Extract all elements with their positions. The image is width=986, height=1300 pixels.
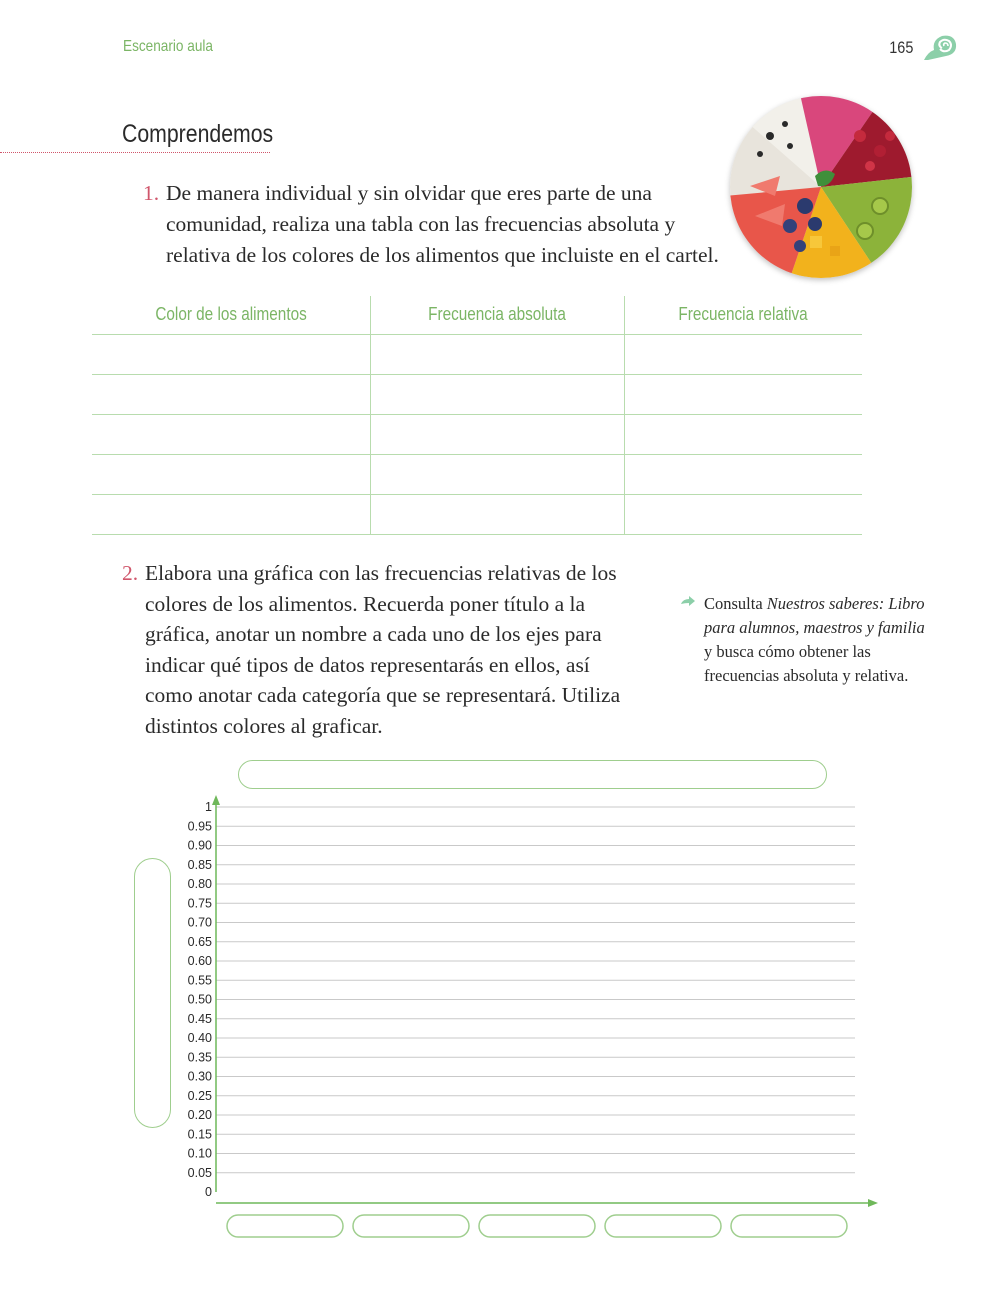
table-row bbox=[92, 414, 862, 454]
y-tick-label: 0.80 bbox=[187, 877, 212, 891]
y-tick-label: 0.10 bbox=[187, 1146, 212, 1161]
table-cell[interactable] bbox=[370, 414, 624, 454]
book-title: Nuestros saberes: Libro para alumnos, maestros y familia bbox=[704, 594, 925, 637]
table-cell[interactable] bbox=[92, 414, 370, 454]
table-cell[interactable] bbox=[370, 374, 624, 414]
table-cell[interactable] bbox=[92, 374, 370, 414]
question-1 bbox=[143, 178, 733, 271]
table-cell[interactable] bbox=[624, 334, 862, 374]
table-cell[interactable] bbox=[92, 494, 370, 534]
section-label: Escenario aula bbox=[123, 38, 213, 55]
category-label-box[interactable] bbox=[605, 1215, 721, 1237]
snail-icon bbox=[922, 32, 958, 62]
y-tick-label: 0.85 bbox=[187, 857, 212, 872]
header-absolute-frequency: Frecuencia absoluta bbox=[370, 296, 624, 334]
y-tick-label: 0.90 bbox=[187, 838, 212, 853]
table-row bbox=[92, 334, 862, 374]
y-tick-label: 0 bbox=[205, 1185, 212, 1199]
table-cell[interactable] bbox=[370, 334, 624, 374]
table-cell[interactable] bbox=[92, 454, 370, 494]
chart-title-box[interactable] bbox=[238, 760, 827, 789]
y-tick-label: 0.15 bbox=[187, 1127, 212, 1142]
table-cell[interactable] bbox=[624, 494, 862, 534]
y-tick-label: 0.35 bbox=[187, 1050, 212, 1065]
question-2-number: 2. bbox=[122, 561, 139, 585]
y-tick-label: 0.55 bbox=[187, 973, 212, 988]
y-tick-label: 0.05 bbox=[187, 1165, 212, 1180]
question-1-number: 1. bbox=[143, 181, 160, 205]
y-axis-arrow-icon bbox=[212, 795, 220, 805]
table-header-row bbox=[92, 296, 862, 334]
table-row bbox=[92, 494, 862, 534]
table-cell[interactable] bbox=[370, 454, 624, 494]
header-relative-frequency: Frecuencia relativa bbox=[624, 296, 862, 334]
reference-note-text: Consulta Nuestros saberes: Libro para alumnos, maestros y familia y busca cómo obtener las frecuencias absoluta y relativa. bbox=[704, 594, 925, 685]
table-cell[interactable] bbox=[370, 494, 624, 534]
table-row bbox=[92, 374, 862, 414]
table-cell[interactable] bbox=[624, 454, 862, 494]
y-tick-label: 0.25 bbox=[187, 1088, 212, 1103]
category-label-box[interactable] bbox=[227, 1215, 343, 1237]
y-tick-label: 0.75 bbox=[187, 896, 212, 911]
y-tick-label: 0.20 bbox=[187, 1108, 212, 1122]
frequency-table bbox=[92, 296, 862, 535]
relative-frequency-chart bbox=[0, 790, 986, 1290]
arrow-right-icon bbox=[680, 595, 696, 609]
header-color: Color de los alimentos bbox=[92, 296, 370, 334]
question-2 bbox=[122, 558, 642, 742]
table-cell[interactable] bbox=[624, 414, 862, 454]
reference-note bbox=[680, 592, 935, 688]
y-tick-label: 0.30 bbox=[187, 1069, 212, 1084]
category-label-box[interactable] bbox=[479, 1215, 595, 1237]
y-tick-label: 1 bbox=[205, 800, 212, 814]
fruit-bowl-photo bbox=[730, 96, 912, 278]
question-1-text: De manera individual y sin olvidar que eres parte de una comunidad, realiza una tabla con las frecuencias absoluta y relativa de los colores de los alimentos que incluiste en el cartel. bbox=[166, 181, 719, 267]
y-tick-label: 0.95 bbox=[187, 819, 212, 834]
table-cell[interactable] bbox=[92, 334, 370, 374]
title-divider bbox=[0, 152, 270, 153]
y-tick-label: 0.70 bbox=[187, 915, 212, 930]
x-axis-arrow-icon bbox=[868, 1199, 878, 1207]
y-tick-label: 0.40 bbox=[187, 1031, 212, 1045]
y-tick-label: 0.60 bbox=[187, 954, 212, 968]
y-tick-label: 0.45 bbox=[187, 1011, 212, 1026]
y-tick-label: 0.50 bbox=[187, 992, 212, 1007]
y-tick-label: 0.65 bbox=[187, 934, 212, 949]
section-title: Comprendemos bbox=[122, 120, 274, 148]
page-number: 165 bbox=[888, 38, 913, 57]
table-cell[interactable] bbox=[624, 374, 862, 414]
question-2-text: Elabora una gráfica con las frecuencias relativas de los colores de los alimentos. Recuerda poner título a la gráfica, anotar un nombre a cada uno de los ejes para indicar qué tipos de datos representarás en ellos, así como anotar cada categoría que se representará. Utiliza distintos colores al graficar. bbox=[145, 561, 621, 738]
table-row bbox=[92, 454, 862, 494]
category-label-box[interactable] bbox=[731, 1215, 847, 1237]
category-label-box[interactable] bbox=[353, 1215, 469, 1237]
